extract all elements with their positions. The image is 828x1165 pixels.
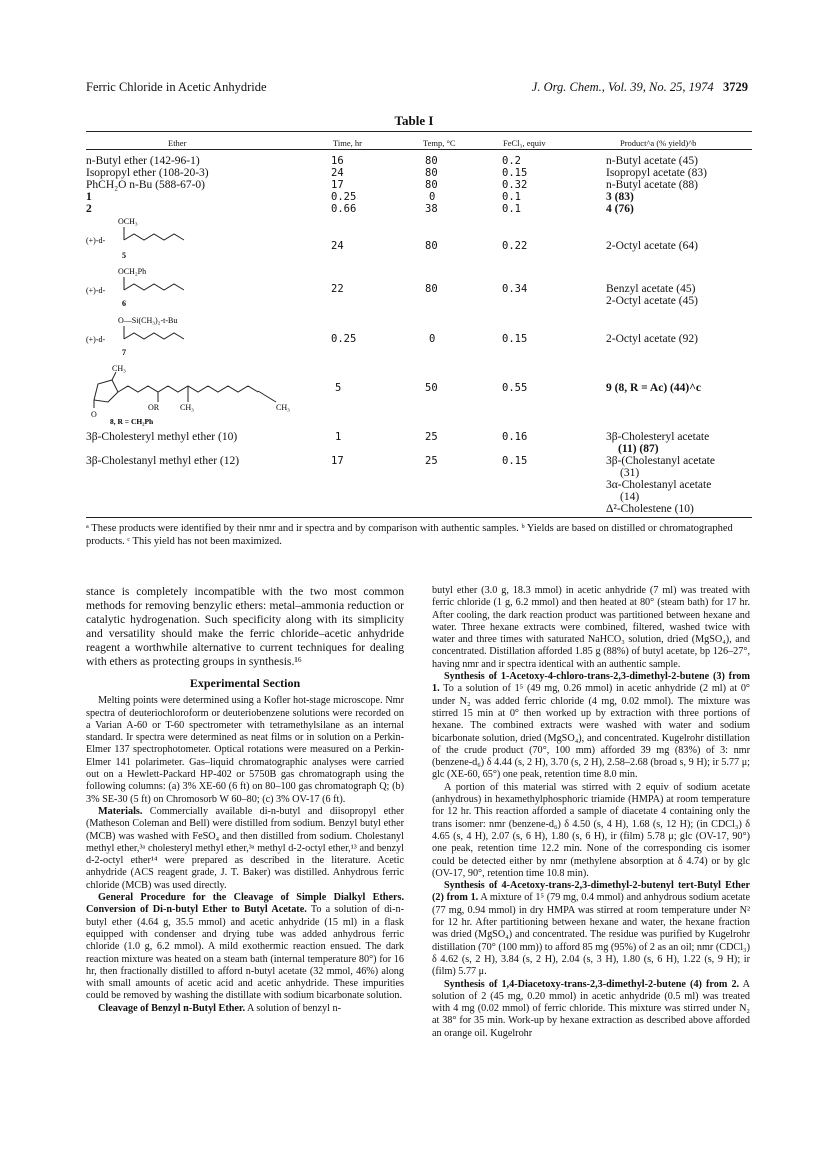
body-paragraph — [432, 979, 750, 1040]
paragraph-heading: Cleavage of Benzyl n-Butyl Ether. — [98, 1002, 246, 1014]
structure-5 — [86, 212, 316, 264]
col-header-temp: Temp, °C — [423, 138, 456, 148]
paragraph-heading: General Procedure for the Cleavage of Simple Dialkyl Ethers. Conversion of Di-n-butyl Ether to Butyl Acetate. — [86, 892, 404, 916]
table-cell-fecl3: 0.55 — [502, 382, 528, 394]
table-title: Table I — [394, 113, 434, 128]
table-cell-product: Isopropyl acetate (83) — [606, 167, 707, 179]
structure-label: (+)-d- — [86, 335, 106, 344]
page-number: 3729 — [723, 80, 748, 94]
table-cell-temp: 0 — [429, 333, 436, 345]
table-cell-ether: Isopropyl ether (108-20-3) — [86, 167, 209, 179]
table-cell-product: 4 (76) — [606, 203, 634, 215]
table-cell-ether: 3β-Cholestanyl methyl ether (12) — [86, 455, 240, 467]
col-header-time: Time, hr — [333, 138, 362, 148]
table-cell-temp: 25 — [425, 431, 438, 443]
body-paragraph: A portion of this material was stirred with 2 equiv of sodium acetate (anhydrous) in hexamethylphosphoric triamide (HMPA) at room temperature for 12 hr. This reaction afforded a sample of diacetate 4 containing only the trans isomer: nmr (benzene-d₆) δ 4.50 (s, 4 H), 1.68 (s, 12 H); (in CDCl₃) δ 4.65 (s, 4 H), 2.07 (s, 6 H), 1.80 (s, 6 H), ir (film) 5.78 μ; glc (OV-17, 90°) one peak, retention time 12.2 min. None of the corresponding cis isomer could be detected either by nmr (methylene absorption at δ 4.74) or by glc (OV-17, 90°, retention time 10.8 min). — [432, 781, 750, 879]
right-column — [432, 585, 750, 1040]
journal-citation: J. Org. Chem., Vol. 39, No. 25, 1974 — [531, 80, 714, 94]
structure-label: O — [91, 410, 97, 419]
table-cell-time: 0.25 — [331, 333, 357, 345]
table-header-rule — [86, 149, 752, 150]
paragraph-heading: Synthesis of 1-Acetoxy-4-chloro-trans-2,3-dimethyl-2-butene (3) from 1. — [432, 671, 750, 695]
table-cell-product: Benzyl acetate (45) — [606, 283, 696, 295]
table-cell-time: 16 — [331, 155, 344, 167]
compound-number: 8, R = CH₂Ph — [110, 417, 154, 426]
table-cell-temp: 38 — [425, 203, 438, 215]
table-cell-fecl3: 0.15 — [502, 455, 528, 467]
paragraph-text: A solution of 2 (45 mg, 0.20 mmol) in acetic anhydride (0.5 ml) was treated with 4 mg (0.02 mmol) of ferric chloride. This mixture was stirred under N₂ at 38° for 35 min. Work-up by hexane extraction as described above afforded an orange oil. Kugelrohr — [432, 978, 750, 1039]
table-cell-product: 2-Octyl acetate (92) — [606, 333, 698, 345]
structure-label: CH₃ — [180, 403, 194, 412]
paragraph-text: To a solution of di-n-butyl ether (4.64 g, 35.5 mmol) and acetic anhydride (15 ml) in a flask equipped with condenser and drying tube was added anhydrous ferric chloride (1.0 g, 6.2 mmol). A mild exothermic reaction ensued. The dark reaction mixture was heated on a steam bath (internal temperature 80°) for 16 hr, then fractionally distilled to afford n-butyl acetate (32 mmol, 46%) along with small amounts of acetic acid and acetic anhydride. These impurities could be removed by washing the distillate with sodium bicarbonate solution. — [86, 904, 405, 1002]
table-cell-product: (11) (87) — [618, 443, 659, 455]
structure-7 — [86, 313, 316, 361]
structure-label: OCH₂Ph — [118, 267, 147, 276]
table-cell-fecl3: 0.2 — [502, 155, 521, 167]
table-cell-product: 2-Octyl acetate (64) — [606, 240, 698, 252]
structure-label: OR — [148, 403, 160, 412]
table-cell-fecl3: 0.22 — [502, 240, 528, 252]
structure-label: (+)-d- — [86, 286, 106, 295]
table-cell-fecl3: 0.34 — [502, 283, 528, 295]
left-column — [86, 585, 404, 1015]
table-cell-time: 24 — [331, 240, 344, 252]
table-cell-fecl3: 0.16 — [502, 431, 528, 443]
table-cell-temp: 80 — [425, 179, 438, 191]
col-header-ether: Ether — [168, 138, 187, 148]
table-cell-fecl3: 0.1 — [502, 191, 521, 203]
structure-6 — [86, 264, 316, 312]
table-cell-temp: 50 — [425, 382, 438, 394]
table-cell-time: 24 — [331, 167, 344, 179]
table-cell-product: 3β-Cholesteryl acetate — [606, 431, 710, 443]
table-cell-ether: 2 — [86, 203, 92, 215]
table-cell-time: 0.25 — [331, 191, 357, 203]
paragraph-text: A solution of benzyl n- — [245, 1002, 341, 1014]
body-paragraph: butyl ether (3.0 g, 18.3 mmol) in acetic anhydride (7 ml) was treated with ferric chloride (1 g, 6.2 mmol) and then heated at 80° (steam bath) for 17 hr. After cooling, the dark reaction product was partitioned between hexane and water. Three hexane extracts were combined, filtered, washed twice with water and three times with saturated NaHCO₃ solution, dried (MgSO₄), and concentrated. Distillation afforded 1.85 g (88%) of butyl acetate, bp 126–27°, having nmr and ir spectra identical with an authentic sample. — [432, 585, 750, 670]
body-paragraph — [86, 892, 404, 1003]
paragraph-text: Commercially available di-n-butyl and diisopropyl ether (Matheson Coleman and Bell) were distilled from sodium. Benzyl butyl ether (MCB) was washed with FeSO₄ and then distilled from sodium. Cholestanyl methyl ether,³ᵃ cholesteryl methyl ether,³ᵃ methyl d-2-octyl ether,¹³ and benzyl d-2-octyl ether¹⁴ were prepared as described in the literature. Acetic anhydride (ACS reagent grade, J. T. Baker) was distilled. Anhydrous ferric chloride (MCB) was used directly. — [86, 805, 404, 891]
running-header-citation — [532, 80, 748, 95]
structure-label: O—Si(CH₃)₂-t-Bu — [118, 316, 178, 325]
table-cell-ether: PhCH₂O n-Bu (588-67-0) — [86, 179, 206, 191]
structure-label: (+)-d- — [86, 236, 106, 245]
table-top-rule — [86, 131, 752, 132]
table-cell-product: 3 (83) — [606, 191, 634, 203]
table-cell-time: 0.66 — [331, 203, 357, 215]
paragraph-text: To a solution of 1⁵ (49 mg, 0.26 mmol) in acetic anhydride (2 ml) at 0° under N₂ was added ferric chloride (4 mg, 0.02 mmol). The mixture was stirred 15 min at 0° then worked up by extraction with three portions of hexane. The combined extracts were washed with water and sodium bicarbonate solution, dried (MgSO₄), and concentrated. Kugelrohr distillation of the crude product (70°, 100 mm) afforded 39 mg (83%) of 3: nmr (benzene-d₆) δ 4.44 (s, 2 H), 3.70 (s, 2 H), 2.58–2.68 (broad s, 9 H); ir 5.77 μ; glc (XE-60, 65°) one peak, retention time 8.0 min. — [432, 683, 750, 781]
table-cell-time: 17 — [331, 179, 344, 191]
structure-label: CH₃ — [276, 403, 290, 412]
col-header-fecl3: FeCl₃, equiv — [503, 138, 546, 148]
paragraph-heading: Synthesis of 4-Acetoxy-trans-2,3-dimethyl-2-butenyl tert-Butyl Ether (2) from 1. — [432, 880, 750, 904]
section-heading: Experimental Section — [189, 676, 301, 690]
paragraph-text: A mixture of 1⁵ (79 mg, 0.4 mmol) and anhydrous sodium acetate (77 mg, 0.94 mmol) in dry HMPA was stirred at room temperature under N² for 12 hr. After partitioning between hexane and water, the hexane fraction was dried (MgSO₄) and concentrated. The residue was purified by Kugelrohr distillation (70° (100 mm)) to afford 85 mg (95%) of 2 as an oil; nmr (CDCl₃) δ 4.62 (s, 2 H), 3.84 (s, 2 H), 2.04 (s, 3 H), 1.80 (s, 6 H), 1.22 (s, 9 H); ir (film) 5.77 μ. — [432, 892, 750, 978]
col-header-product: Product^a (% yield)^b — [620, 138, 697, 148]
table-cell-ether: n-Butyl ether (142-96-1) — [86, 155, 200, 167]
body-paragraph — [86, 1003, 404, 1015]
table-cell-fecl3: 0.15 — [502, 333, 528, 345]
table-cell-temp: 80 — [425, 283, 438, 295]
table-cell-temp: 80 — [425, 240, 438, 252]
running-header-title: Ferric Chloride in Acetic Anhydride — [86, 80, 267, 94]
table-cell-product: 9 (8, R = Ac) (44)^c — [606, 382, 701, 394]
body-paragraph: stance is completely incompatible with the two most common methods for removing benzylic ethers: metal–ammonia reduction or catalytic hydrogenation. Such specificity along with its simplicity and versatility should make the ferric chloride–acetic anhydride reagent a worthwhile alternative to current techniques for dealing with ethers as protecting groups in synthesis.¹⁶ — [86, 585, 404, 668]
table-cell-time: 22 — [331, 283, 344, 295]
table-cell-temp: 0 — [429, 191, 436, 203]
table-cell-product: n-Butyl acetate (88) — [606, 179, 698, 191]
body-paragraph — [432, 880, 750, 978]
compound-number: 5 — [122, 251, 126, 260]
table-cell-fecl3: 0.1 — [502, 203, 521, 215]
table-cell-product: 3β-(Cholestanyl acetate — [606, 455, 715, 467]
compound-number: 6 — [122, 299, 126, 308]
table-cell-product: (31) — [620, 467, 640, 479]
table-cell-time: 5 — [335, 382, 342, 394]
table-bottom-rule — [86, 517, 752, 518]
table-cell-temp: 80 — [425, 167, 438, 179]
table-cell-temp: 80 — [425, 155, 438, 167]
table-cell-product: Δ²-Cholestene (10) — [606, 503, 694, 515]
table-footnotes: ᵃ These products were identified by their nmr and ir spectra and by comparison with authentic samples. ᵇ Yields are based on distilled or chromatographed products. ᶜ This yield has not been maximized. — [86, 523, 733, 547]
structure-label: CH₃ — [112, 364, 126, 373]
body-paragraph — [432, 671, 750, 782]
table-cell-product: (14) — [620, 491, 640, 503]
structure-8 — [86, 362, 326, 428]
table-cell-product: 3α-Cholestanyl acetate — [606, 479, 712, 491]
structure-label: OCH₃ — [118, 217, 138, 226]
body-paragraph — [86, 806, 404, 892]
table-cell-fecl3: 0.32 — [502, 179, 528, 191]
compound-number: 7 — [122, 348, 126, 357]
body-paragraph: Melting points were determined using a Kofler hot-stage microscope. Nmr spectra of deuteriochloroform or deuteriobenzene solutions were recorded on a Varian A-60 or T-60 spectrometer with tetramethylsilane as an internal standard. Ir spectra were determined as neat films or in solution on a Perkin-Elmer 137 spectrophotometer. Optical rotations were measured on a Perkin-Elmer 141 polarimeter. Gas–liquid chromatographic analyses were carried out on a Hewlett-Packard HP-402 or 5750B gas chromatograph using the following columns: (a) 3% XE-60 (6 ft) on 80–100 gas chromatograph Q; (b) 3% SE-30 (5 ft) on Chromosorb W 60–80; (c) 3% OV-17 (6 ft). — [86, 695, 404, 805]
table-cell-ether: 3β-Cholesteryl methyl ether (10) — [86, 431, 238, 443]
table-cell-time: 1 — [335, 431, 342, 443]
table-cell-temp: 25 — [425, 455, 438, 467]
table-cell-product: 2-Octyl acetate (45) — [606, 295, 698, 307]
paragraph-heading: Synthesis of 1,4-Diacetoxy-trans-2,3-dimethyl-2-butene (4) from 2. — [444, 978, 740, 990]
table-cell-ether: 1 — [86, 191, 92, 203]
table-cell-time: 17 — [331, 455, 344, 467]
paragraph-heading: Materials. — [98, 805, 143, 817]
table-cell-fecl3: 0.15 — [502, 167, 528, 179]
table-cell-product: n-Butyl acetate (45) — [606, 155, 698, 167]
